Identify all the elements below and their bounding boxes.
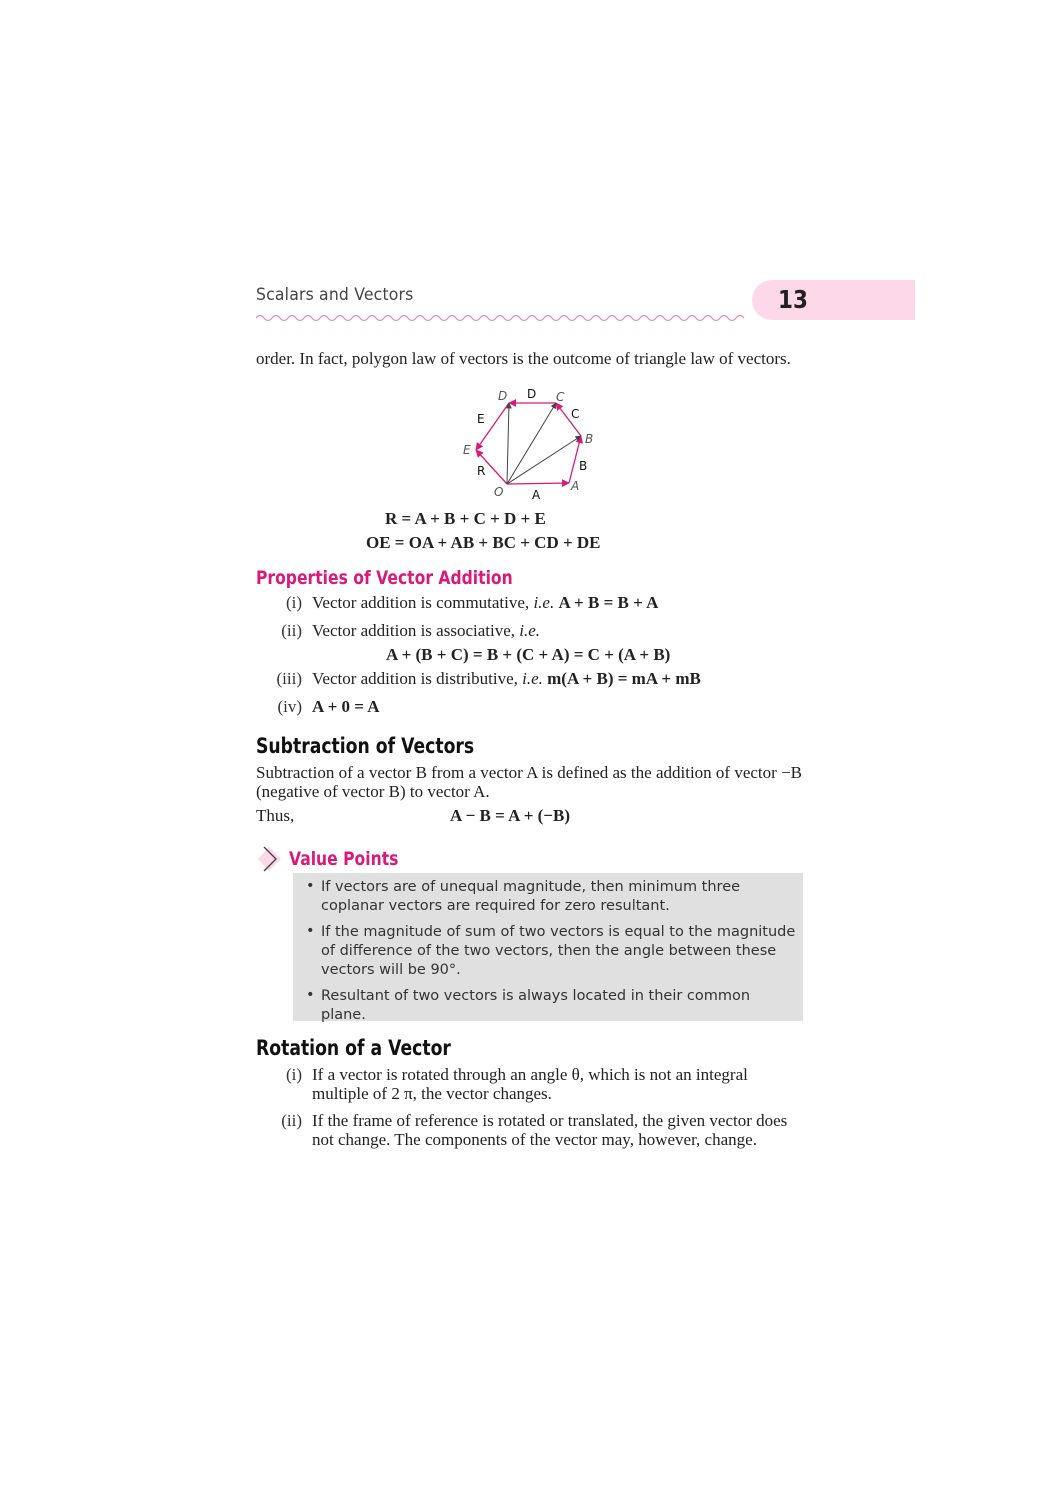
side-OA bbox=[507, 483, 569, 484]
item-text: Vector addition is distributive, bbox=[312, 669, 523, 688]
label-C-italic: C bbox=[556, 390, 565, 404]
value-point-1: If vectors are of unequal magnitude, then minimum three coplanar vectors are required for zero resultant. bbox=[321, 879, 741, 914]
item-math: A + B = B + A bbox=[558, 593, 659, 612]
equation-resultant: R = A + B + C + D + E bbox=[385, 509, 546, 528]
label-A-bold: A bbox=[532, 488, 541, 502]
thus-label: Thus, bbox=[256, 806, 295, 825]
item-number: (iii) bbox=[276, 669, 302, 688]
item-ie: i.e. bbox=[519, 621, 541, 640]
value-point-3: Resultant of two vectors is always located in their common plane. bbox=[321, 988, 751, 1023]
label-B-bold: B bbox=[579, 459, 588, 473]
item-text: Vector addition is associative, bbox=[312, 621, 520, 640]
item-ie: i.e. bbox=[533, 593, 555, 612]
rotation-heading: Rotation of a Vector bbox=[256, 1036, 451, 1060]
page-number-tab bbox=[752, 280, 915, 320]
label-R-bold: R bbox=[477, 464, 486, 478]
item-text: If a vector is rotated through an angle θ, which is not an integral multiple of 2 π, the vector changes. bbox=[312, 1065, 748, 1103]
page-number: 13 bbox=[778, 285, 808, 314]
item-text: Vector addition is commutative, bbox=[312, 593, 534, 612]
item-number: (iv) bbox=[277, 697, 302, 716]
label-A-italic: A bbox=[571, 479, 580, 493]
value-point-2: If the magnitude of sum of two vectors is equal to the magnitude of difference of the two vectors, then the angle between these vectors will be 90°. bbox=[321, 924, 796, 978]
side-DE bbox=[476, 403, 509, 450]
item-number: (ii) bbox=[281, 621, 302, 640]
item-number: (ii) bbox=[281, 1111, 302, 1130]
diagonal-OC bbox=[507, 403, 556, 484]
value-points-heading: Value Points bbox=[289, 848, 399, 870]
diagonal-OD bbox=[507, 403, 509, 484]
item-ie: i.e. bbox=[522, 669, 543, 688]
running-title: Scalars and Vectors bbox=[256, 285, 414, 305]
subtraction-heading: Subtraction of Vectors bbox=[256, 734, 475, 758]
item-number: (i) bbox=[285, 593, 302, 612]
item-number: (i) bbox=[285, 1065, 302, 1084]
label-E-italic: E bbox=[463, 443, 471, 457]
item-math: A + 0 = A bbox=[312, 697, 380, 716]
bullet-marker: • bbox=[306, 878, 315, 894]
subtraction-equation: A − B = A + (−B) bbox=[450, 806, 570, 825]
label-D-bold: D bbox=[527, 387, 537, 401]
properties-heading: Properties of Vector Addition bbox=[256, 567, 513, 589]
bullet-marker: • bbox=[306, 987, 315, 1003]
associative-equation: A + (B + C) = B + (C + A) = C + (A + B) bbox=[386, 645, 671, 664]
label-D-italic: D bbox=[498, 389, 508, 403]
subtraction-paragraph: Subtraction of a vector B from a vector A is defined as the addition of vector −B (negative of vector B) to vector A. bbox=[256, 763, 802, 801]
item-text: If the frame of reference is rotated or translated, the given vector does not change. The components of the vector may, however, change. bbox=[312, 1111, 788, 1149]
label-C-bold: C bbox=[571, 407, 580, 421]
item-math: m(A + B) = mA + mB bbox=[547, 669, 701, 688]
wavy-underline bbox=[256, 312, 750, 324]
polygon-law-diagram bbox=[450, 380, 610, 505]
value-points-icon bbox=[255, 843, 287, 875]
label-O-italic: O bbox=[494, 485, 504, 499]
equation-polygon: OE = OA + AB + BC + CD + DE bbox=[366, 533, 601, 552]
intro-paragraph: order. In fact, polygon law of vectors is the outcome of triangle law of vectors. bbox=[256, 349, 791, 368]
label-E-bold: E bbox=[477, 412, 485, 426]
bullet-marker: • bbox=[306, 923, 315, 939]
label-B-italic: B bbox=[585, 432, 594, 446]
diagonal-OB bbox=[507, 436, 581, 484]
